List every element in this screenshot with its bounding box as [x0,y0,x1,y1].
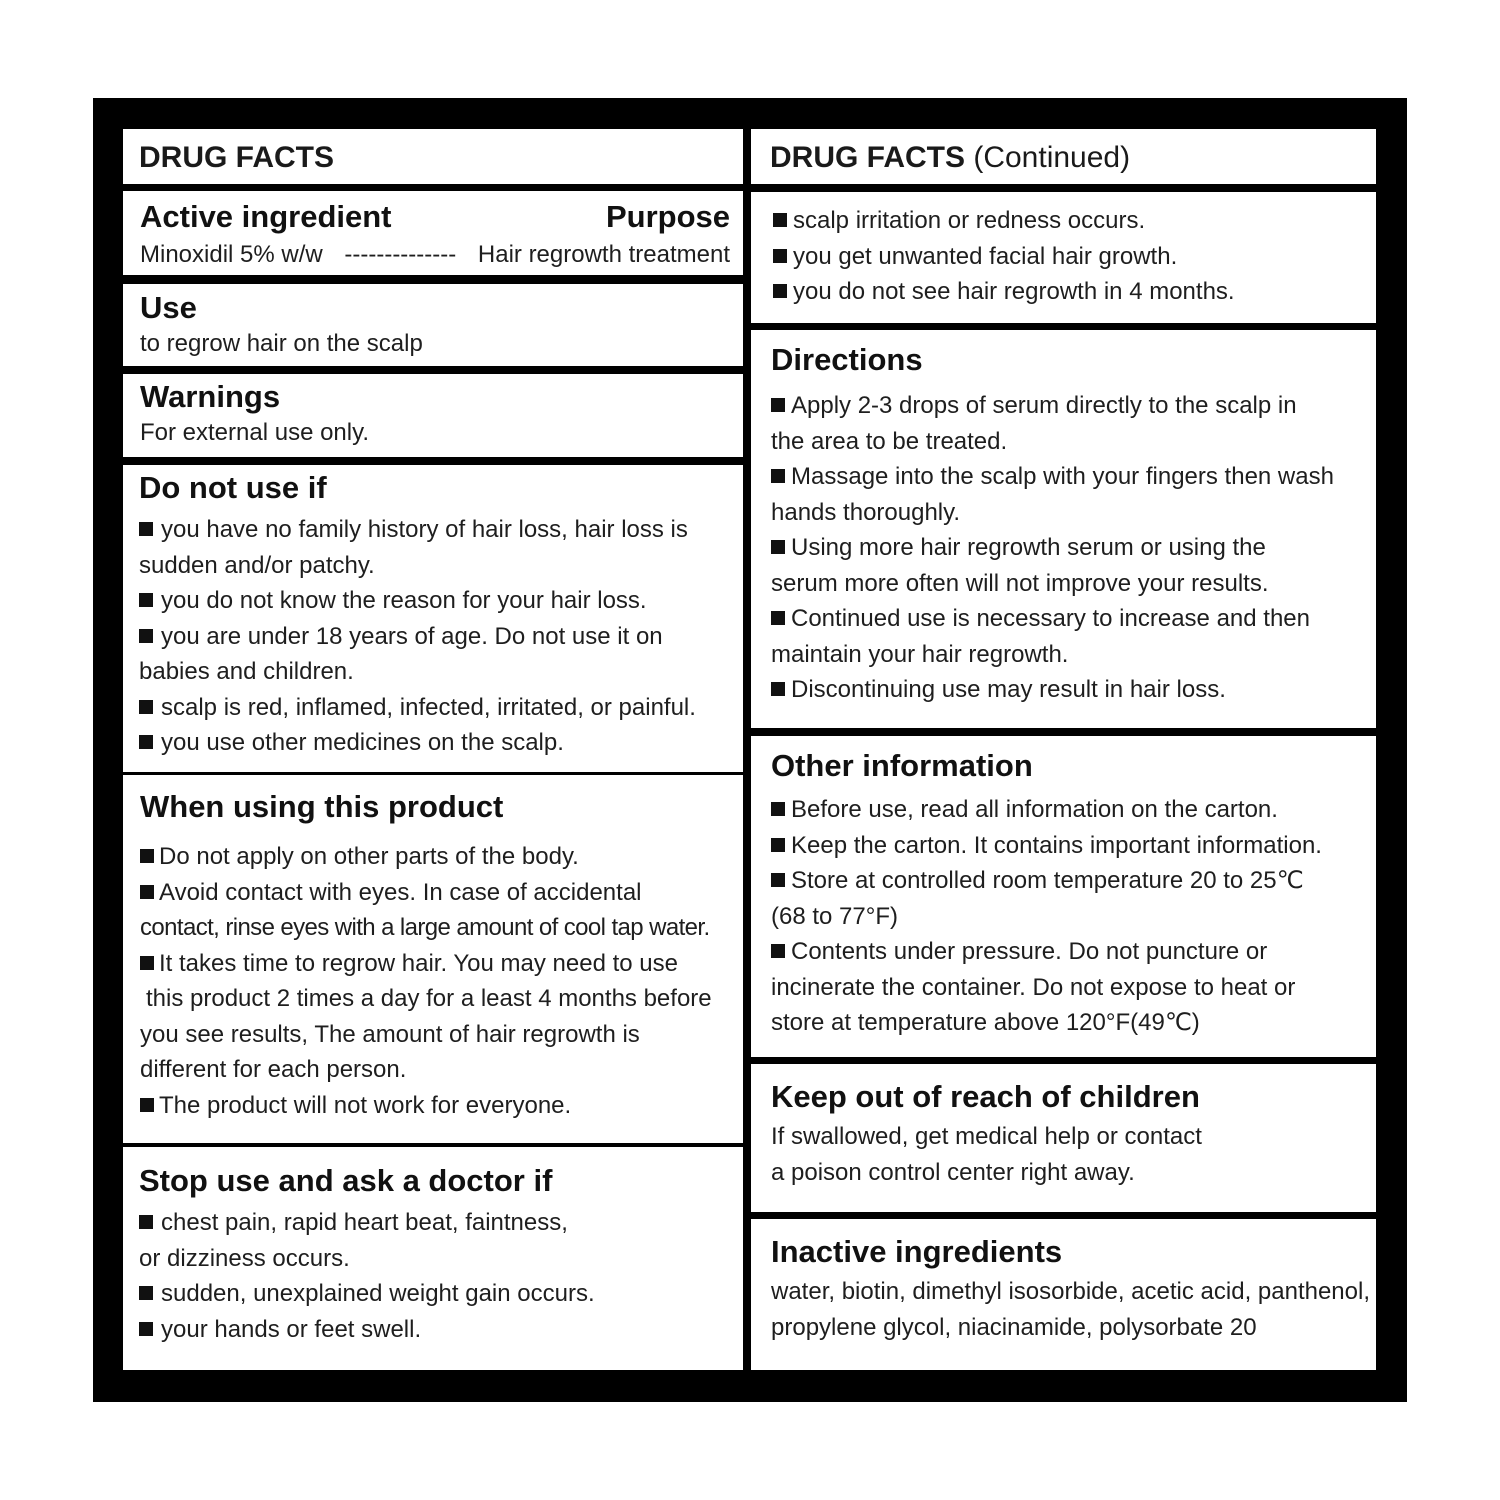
list-item: you are under 18 years of age. Do not use it on [139,619,743,655]
header-title-continued: DRUG FACTS (Continued) [770,141,1131,174]
when-using-title: When using this product [140,789,504,824]
use-text: to regrow hair on the scalp [140,330,423,357]
list-item: maintain your hair regrowth. [771,640,1069,668]
list-item: sudden, unexplained weight gain occurs. [139,1276,743,1312]
list-item: Using more hair regrowth serum or using the [771,530,1376,566]
list-item: contact, rinse eyes with a large amount of cool tap water. [140,914,710,941]
drug-facts-header [123,129,743,184]
list-item: the area to be treated. [771,427,1008,455]
list-item: Contents under pressure. Do not puncture or [771,934,1376,970]
list-item: Store at controlled room temperature 20 to 25℃ [771,863,1376,899]
list-item: you see results, The amount of hair regrowth is [140,1020,640,1048]
when-using-section [123,775,743,1143]
list-item: babies and children. [139,658,354,685]
list-item: Discontinuing use may result in hair loss. [771,672,1376,708]
purpose-title: Purpose [605,199,730,234]
do-not-use-section [123,465,743,772]
continued-stop-use-section [751,192,1376,323]
ingredient-name: Minoxidil 5% w/w [140,241,323,268]
list-item: scalp is red, inflamed, infected, irritated, or painful. [139,690,743,726]
active-ingredient-section [123,191,743,275]
header-title: DRUG FACTS [139,141,334,174]
list-item: chest pain, rapid heart beat, faintness, [139,1205,743,1241]
do-not-use-title: Do not use if [139,470,327,505]
warnings-text: For external use only. [140,419,369,446]
list-item: scalp irritation or redness occurs. [773,203,1376,239]
list-item: Massage into the scalp with your fingers then wash [771,459,1376,495]
directions-title: Directions [771,342,923,377]
list-item: or dizziness occurs. [139,1244,350,1272]
list-item: Do not apply on other parts of the body. [140,839,743,875]
warnings-section [123,374,743,457]
list-item: The product will not work for everyone. [140,1088,743,1124]
list-item: water, biotin, dimethyl isosorbide, acetic acid, panthenol, [771,1278,1371,1305]
keep-out-title: Keep out of reach of children [771,1079,1200,1114]
list-item: Before use, read all information on the carton. [771,792,1376,828]
inactive-ingredients-section [751,1219,1376,1370]
list-item: If swallowed, get medical help or contact [771,1123,1202,1150]
purpose-value: Hair regrowth treatment [477,241,730,268]
list-item: you use other medicines on the scalp. [139,725,743,761]
other-information-title: Other information [771,748,1033,783]
list-item: incinerate the container. Do not expose to heat or [771,973,1296,1001]
active-ingredient-title: Active ingredient [140,199,392,234]
dash-leader: -------------- [344,241,457,268]
keep-out-of-reach-section [751,1064,1376,1212]
list-item: hands thoroughly. [771,498,961,526]
list-item: (68 to 77°F) [771,902,898,930]
list-item: store at temperature above 120°F(49℃) [771,1009,1200,1036]
list-item: you get unwanted facial hair growth. [773,239,1376,275]
other-information-section [751,736,1376,1057]
list-item: this product 2 times a day for a least 4 months before [146,985,712,1012]
use-section [123,284,743,366]
list-item: different for each person. [140,1056,407,1083]
stop-use-title: Stop use and ask a doctor if [139,1163,553,1198]
list-item: you do not know the reason for your hair loss. [139,583,743,619]
list-item: sudden and/or patchy. [139,551,375,579]
warnings-title: Warnings [140,379,281,414]
list-item: you have no family history of hair loss, hair loss is [139,512,743,548]
list-item: serum more often will not improve your results. [771,569,1269,597]
list-item: Keep the carton. It contains important information. [771,828,1376,864]
drug-facts-continued-header [751,129,1376,184]
list-item: It takes time to regrow hair. You may need to use [140,946,743,982]
inactive-ingredients-title: Inactive ingredients [771,1234,1063,1269]
list-item: your hands or feet swell. [139,1312,743,1348]
list-item: propylene glycol, niacinamide, polysorbate 20 [771,1313,1257,1341]
list-item: Avoid contact with eyes. In case of accidental [140,875,743,911]
list-item: Continued use is necessary to increase and then [771,601,1376,637]
list-item: Apply 2-3 drops of serum directly to the scalp in [771,388,1376,424]
list-item: a poison control center right away. [771,1158,1135,1186]
list-item: you do not see hair regrowth in 4 months. [773,274,1376,310]
use-title: Use [140,290,197,325]
stop-use-section [123,1147,743,1370]
directions-section [751,330,1376,728]
